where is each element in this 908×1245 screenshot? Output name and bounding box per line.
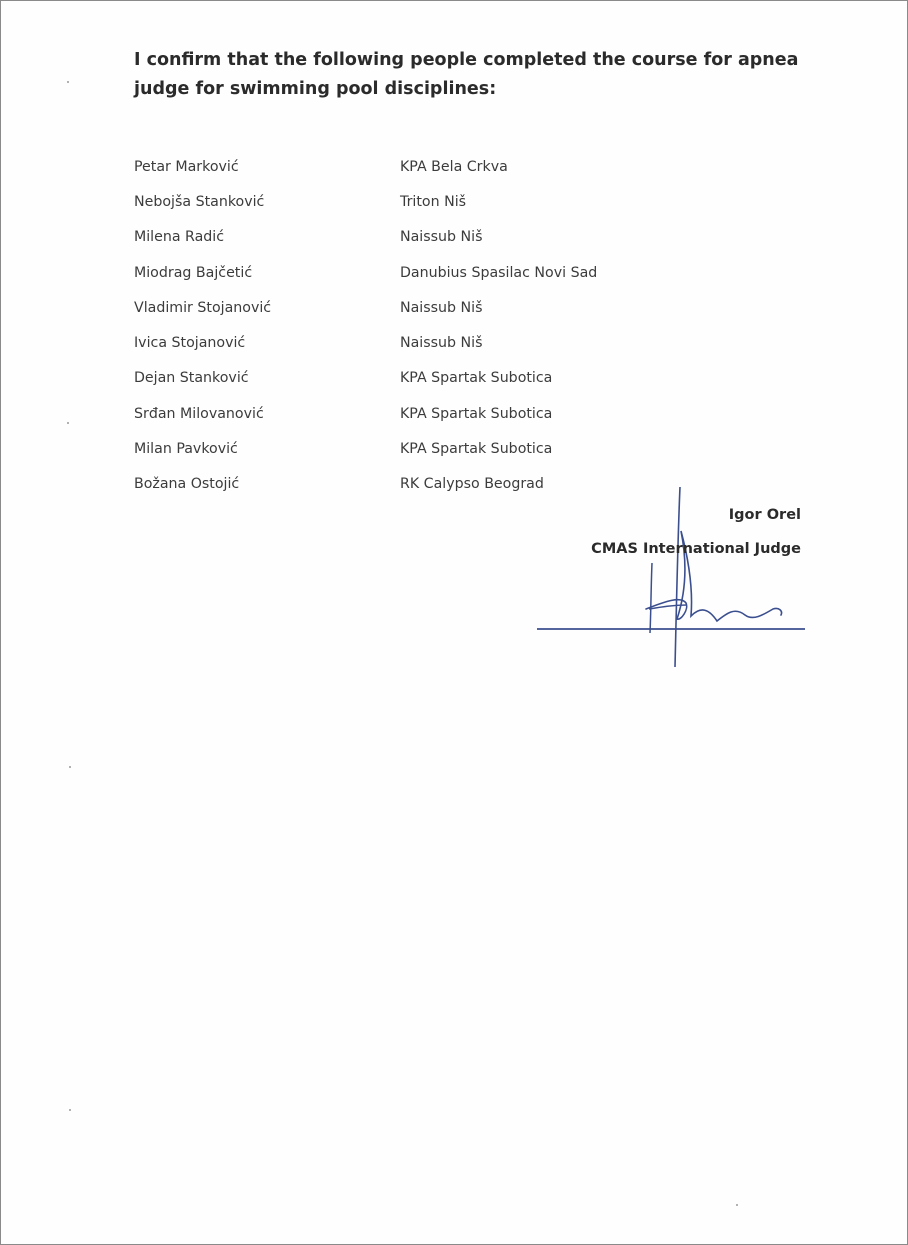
list-item (134, 431, 660, 466)
club-name: KPA Spartak Subotica (400, 370, 553, 387)
club-name: KPA Spartak Subotica (400, 405, 553, 422)
signatory-name: Igor Orel (728, 507, 801, 523)
person-name: Božana Ostojić (134, 476, 240, 493)
person-name: Srđan Milovanović (134, 405, 264, 422)
person-name: Milena Radić (134, 229, 225, 246)
confirmation-heading: I confirm that the following people completed the course for apnea judge for swimming pool disciplines: (134, 50, 799, 99)
scan-speck (67, 81, 69, 83)
judge-list (134, 149, 660, 502)
club-name: Naissub Niš (400, 229, 483, 246)
list-item (134, 290, 660, 325)
club-name: Triton Niš (400, 193, 467, 210)
club-name: KPA Spartak Subotica (400, 441, 553, 458)
list-item (134, 325, 660, 360)
club-name: Danubius Spasilac Novi Sad (400, 264, 598, 281)
club-name: Naissub Niš (400, 335, 483, 352)
person-name: Milan Pavković (134, 441, 238, 458)
list-item (134, 220, 660, 255)
person-name: Petar Marković (134, 158, 239, 175)
club-name: RK Calypso Beograd (400, 476, 544, 493)
scan-speck (69, 1109, 71, 1111)
person-name: Miodrag Bajčetić (134, 264, 253, 281)
signature-vertical-stroke (675, 487, 680, 667)
scan-speck (69, 766, 71, 768)
scan-speck (736, 1204, 738, 1206)
signatory-title: CMAS International Judge (591, 541, 801, 557)
club-name: Naissub Niš (400, 299, 483, 316)
list-item (134, 184, 660, 219)
list-item (134, 396, 660, 431)
list-item (134, 361, 660, 396)
person-name: Ivica Stojanović (134, 335, 246, 352)
person-name: Dejan Stanković (134, 370, 249, 387)
signature-left-stroke (650, 563, 652, 633)
list-item (134, 149, 660, 184)
list-item (134, 255, 660, 290)
person-name: Vladimir Stojanović (134, 299, 272, 316)
person-name: Nebojša Stanković (134, 193, 265, 210)
scan-speck (67, 422, 69, 424)
club-name: KPA Bela Crkva (400, 158, 508, 175)
